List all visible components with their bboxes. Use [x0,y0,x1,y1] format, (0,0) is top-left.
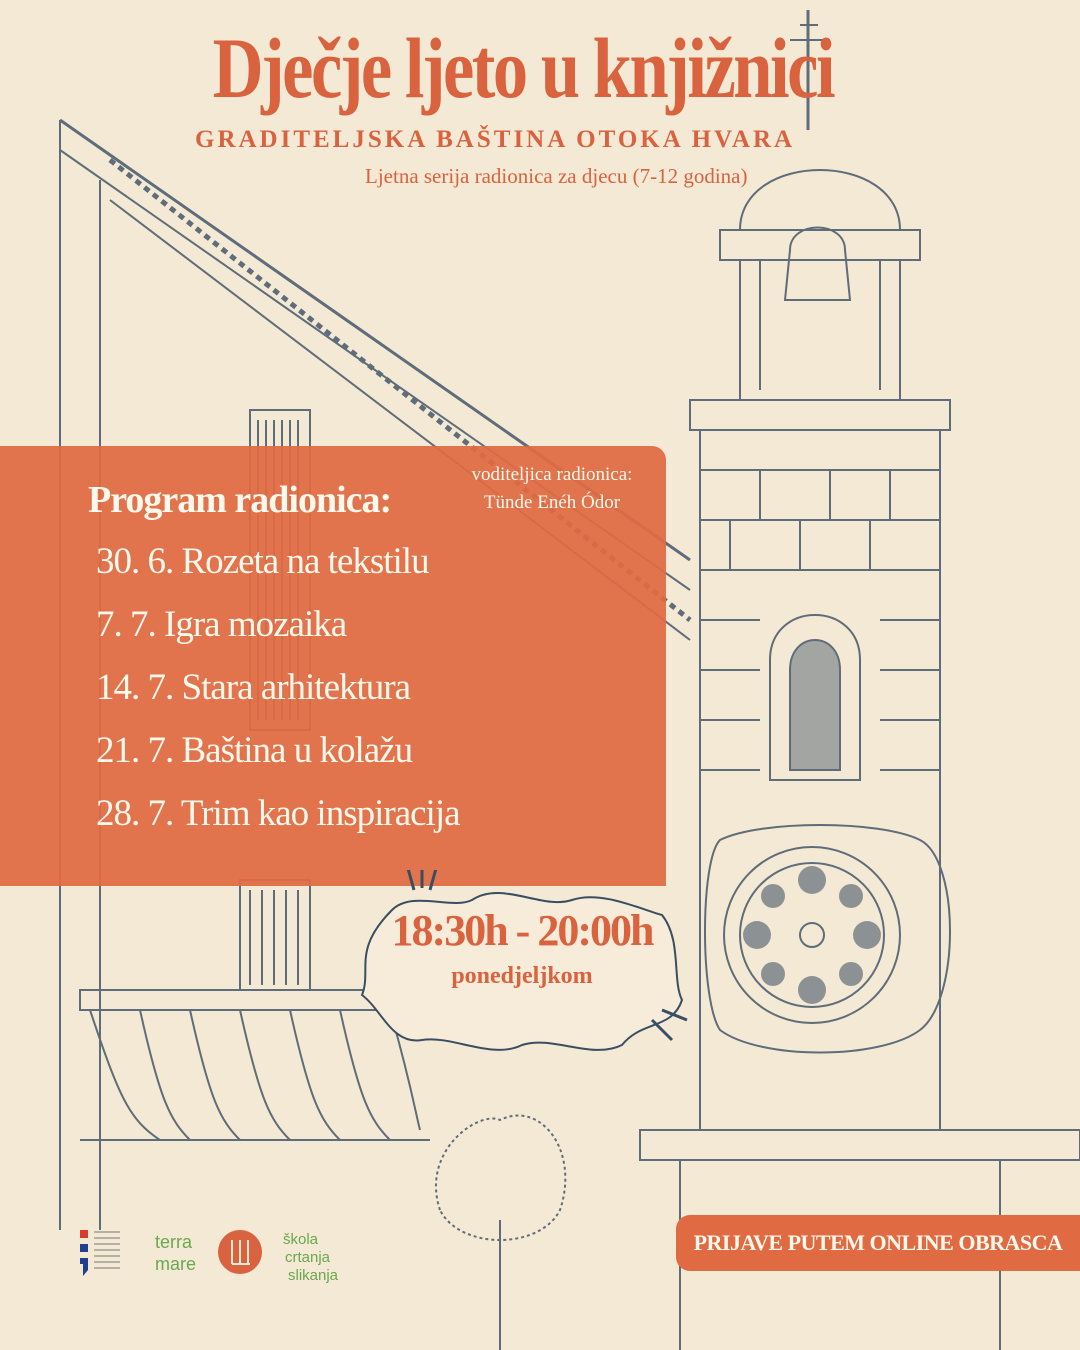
program-item: 21. 7. Baština u kolažu [96,730,413,771]
program-item: 7. 7. Igra mozaika [96,604,347,645]
program-list [96,540,460,855]
poster-title: Dječje ljeto u knjižnici [212,20,834,116]
ministry-logo [80,1230,120,1276]
session-days: ponedjeljkom [451,963,593,989]
poster-subtitle: GRADITELJSKA BAŠTINA OTOKA HVARA [195,126,796,153]
registration-label: PRIJAVE PUTEM ONLINE OBRASCA [693,1230,1063,1255]
terra-line: terra [155,1232,193,1252]
skola-line: škola [283,1231,319,1248]
leader-label: voditeljica radionica: [471,464,633,485]
crtanja-line: crtanja [285,1249,331,1266]
leader-name: Tünde Enéh Ódor [483,492,621,513]
mare-line: mare [155,1254,197,1274]
art-school-logo [283,1231,339,1284]
slikanja-line: slikanja [288,1267,339,1284]
terra-mare-logo [155,1232,196,1274]
session-time: 18:30h - 20:00h [391,906,653,955]
poster-tagline: Ljetna serija radionica za djecu (7-12 godina) [365,164,748,188]
program-item: 30. 6. Rozeta na tekstilu [96,541,429,582]
program-heading: Program radionica: [88,479,392,521]
program-item: 28. 7. Trim kao inspiracija [96,793,460,834]
program-item: 14. 7. Stara arhitektura [96,667,411,708]
workshop-leader [438,464,666,514]
library-logo [218,1230,262,1274]
sponsor-logos [80,1220,380,1300]
registration-button[interactable] [676,1215,1080,1271]
